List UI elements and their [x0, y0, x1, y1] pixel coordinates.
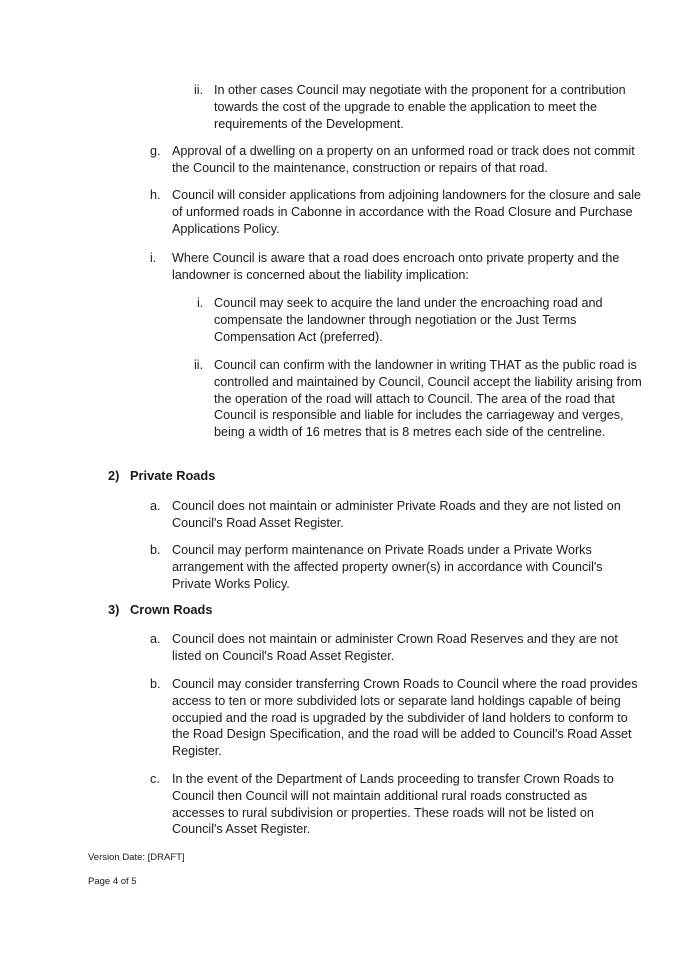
list-item-crown-a — [150, 631, 642, 665]
list-item-text: Where Council is aware that a road does encroach onto private property and the landowner is concerned about the liability implication: — [172, 251, 620, 282]
list-item-h — [150, 187, 642, 237]
footer-page-number: Page 4 of 5 — [88, 876, 137, 887]
list-marker: h. — [150, 188, 161, 202]
list-marker: i. — [197, 296, 204, 310]
list-item-text: Council can confirm with the landowner in writing THAT as the public road is controlled and maintained by Council, Council accept the liability arising from the operation of the road will attach to Council. The area of the road that Council is responsible and liable for includes the carriageway and verges, being a width of 16 metres that is 8 metres each side of the centreline. — [214, 358, 642, 440]
list-marker: b. — [150, 543, 161, 557]
list-marker: ii. — [194, 358, 204, 372]
list-item-text: Council may perform maintenance on Private Roads under a Private Works arrangement with the affected property owner(s) in accordance with Council's Private Works Policy. — [172, 543, 603, 591]
list-item-sub-ii — [194, 357, 644, 441]
list-marker: g. — [150, 144, 161, 158]
list-marker: a. — [150, 632, 161, 646]
list-item-sub-ii — [194, 82, 634, 132]
list-item-sub-i — [197, 295, 634, 345]
list-item-i — [150, 250, 642, 284]
list-item-text: Council may consider transferring Crown Roads to Council where the road provides access to ten or more subdivided lots or separate land holdings capable of being occupied and the road is upgraded by the subdivider of land holders to conform to the Road Design Specification, and the road will be added to Council's Road Asset Register. — [172, 677, 638, 759]
list-item-private-b — [150, 542, 642, 592]
section-heading-crown-roads — [108, 602, 212, 619]
list-item-text: In other cases Council may negotiate with the proponent for a contribution towards the cost of the upgrade to enable the application to meet the requirements of the Development. — [214, 83, 626, 131]
list-item-text: Approval of a dwelling on a property on an unformed road or track does not commit the Council to the maintenance, construction or repairs of that road. — [172, 144, 635, 175]
list-item-crown-c — [150, 771, 642, 838]
list-marker: ii. — [194, 83, 204, 97]
section-title: Crown Roads — [130, 602, 213, 617]
section-number: 3) — [108, 602, 120, 617]
list-marker: b. — [150, 677, 161, 691]
footer-version: Version Date: [DRAFT] — [88, 852, 185, 863]
list-marker: c. — [150, 772, 160, 786]
list-item-crown-b — [150, 676, 642, 760]
list-marker: i. — [150, 251, 157, 265]
section-title: Private Roads — [130, 468, 216, 483]
list-item-text: Council will consider applications from adjoining landowners for the closure and sale of unformed roads in Cabonne in accordance with the Road Closure and Purchase Applications Policy. — [172, 188, 642, 236]
list-item-private-a — [150, 498, 642, 532]
list-item-g — [150, 143, 640, 177]
list-item-text: Council does not maintain or administer Private Roads and they are not listed on Council's Road Asset Register. — [172, 499, 621, 530]
list-item-text: In the event of the Department of Lands proceeding to transfer Crown Roads to Council then Council will not maintain additional rural roads constructed as accesses to rural subdivision or properties. These roads will not be listed on Council's Asset Register. — [172, 772, 614, 837]
list-item-text: Council does not maintain or administer Crown Road Reserves and they are not listed on Council's Road Asset Register. — [172, 632, 618, 663]
section-number: 2) — [108, 468, 120, 483]
list-item-text: Council may seek to acquire the land under the encroaching road and compensate the landowner through negotiation or the Just Terms Compensation Act (preferred). — [214, 296, 603, 344]
list-marker: a. — [150, 499, 161, 513]
section-heading-private-roads — [108, 468, 215, 485]
